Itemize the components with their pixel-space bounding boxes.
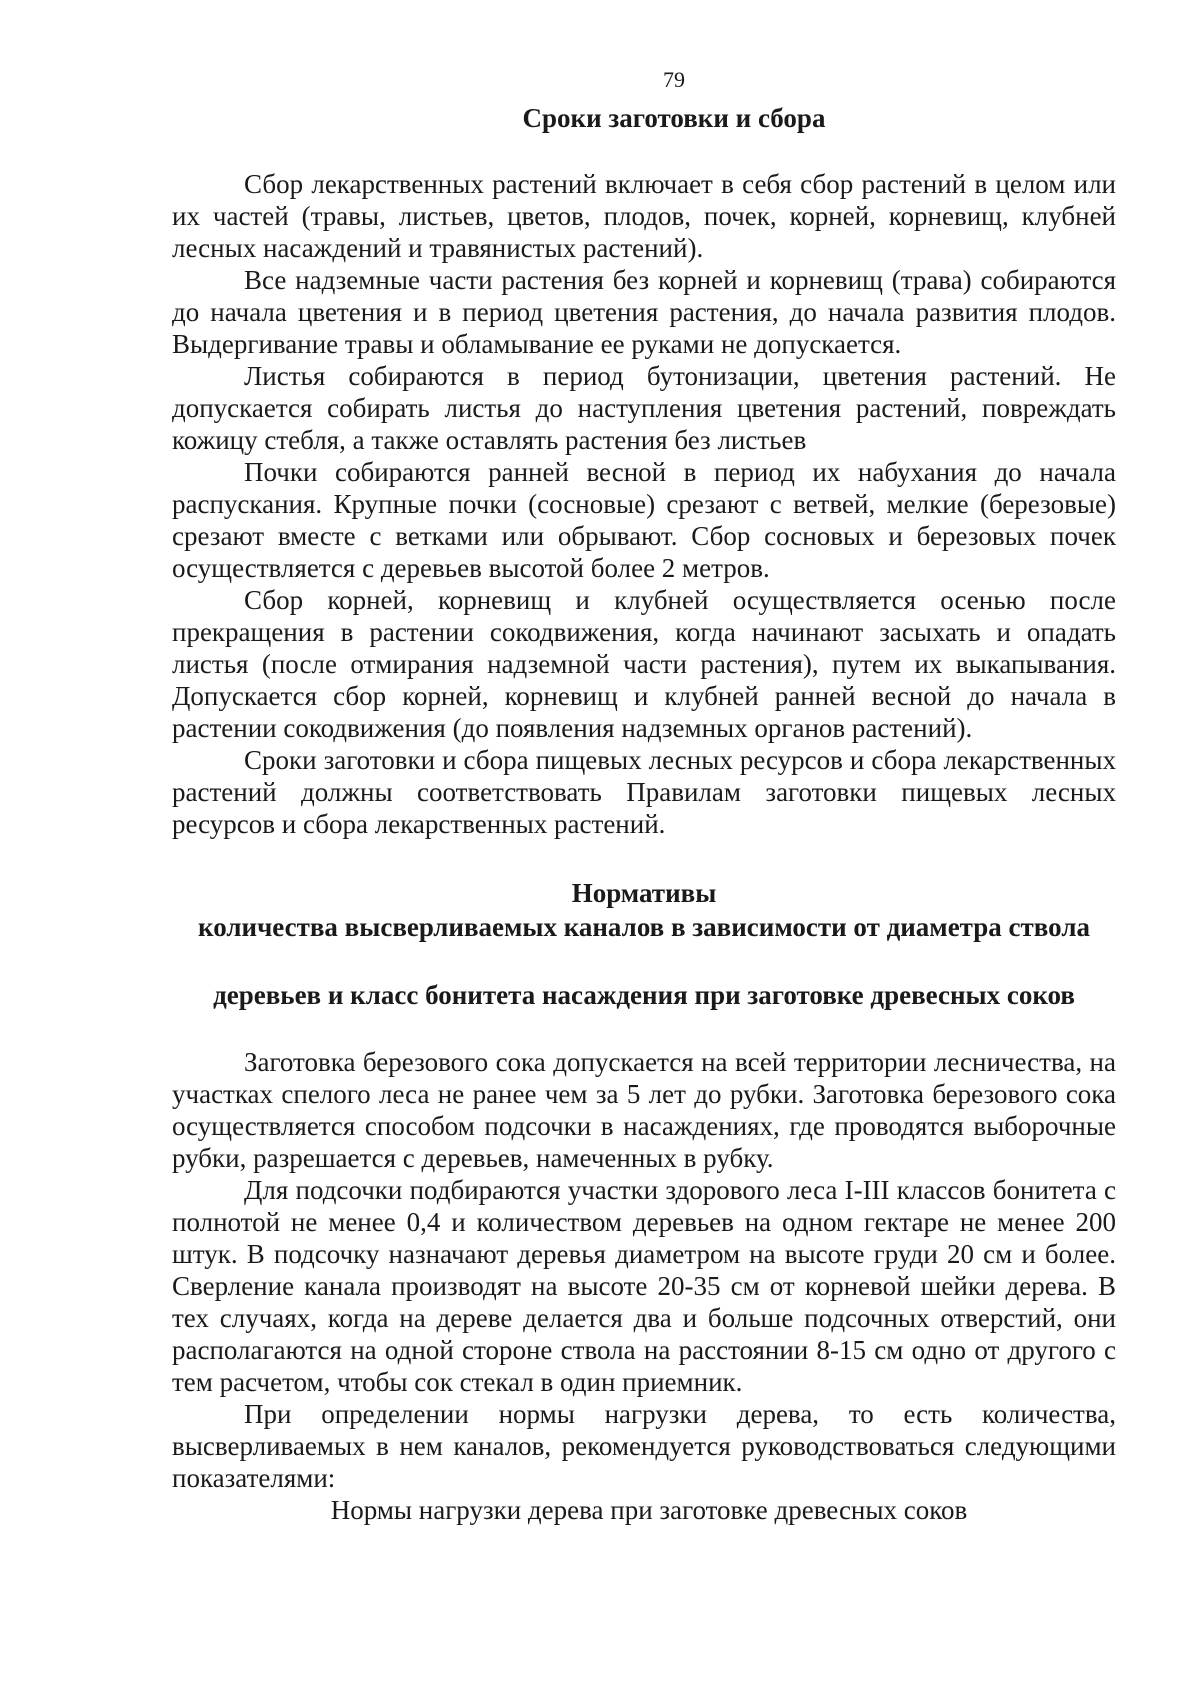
section-subtitle-line2: деревьев и класс бонитета насаждения при заготовке древесных соков — [213, 980, 1075, 1010]
paragraph: Сбор корней, корневищ и клубней осуществляется осенью после прекращения в растении сокодвижения, когда начинают засыхать и опадать листья (после отмирания надземной части растения), путем их выкапывания. Допускается сбор корней, корневищ и клубней ранней весной до начала в растении сокодвижения (до появления надземных органов растений). — [172, 585, 1116, 743]
paragraph: Заготовка березового сока допускается на всей территории лесничества, на участках спелого леса не ранее чем за 5 лет до рубки. Заготовка березового сока осуществляется способом подсочки в насаждениях, где проводятся выборочные рубки, разрешается с деревьев, намеченных в рубку. — [172, 1047, 1116, 1173]
paragraph: Сбор лекарственных растений включает в себя сбор растений в целом или их частей (травы, листьев, цветов, плодов, почек, корней, корневищ, клубней лесных насаждений и травянистых растений). — [172, 169, 1116, 263]
paragraph: Все надземные части растения без корней и корневищ (трава) собираются до начала цветения и в период цветения растения, до начала развития плодов. Выдергивание травы и обламывание ее руками не допускается. — [172, 265, 1116, 359]
paragraph: Для подсочки подбираются участки здорового леса I-III классов бонитета с полнотой не менее 0,4 и количеством деревьев на одном гектаре не менее 200 штук. В подсочку назначают деревья диаметром на высоте груди 20 см и более. Сверление канала производят на высоте 20-35 см от корневой шейки дерева. В тех случаях, когда на дереве делается два и больше подсочных отверстий, они располагаются на одной стороне ствола на расстоянии 8-15 см одно от другого с тем расчетом, чтобы сок стекал в один приемник. — [172, 1175, 1116, 1397]
section-title-norms: Нормативы — [571, 878, 717, 908]
section-title-harvest-terms: Сроки заготовки и сбора — [522, 103, 826, 133]
paragraph: Листья собираются в период бутонизации, цветения растений. Не допускается собирать листья до наступления цветения растений, повреждать кожицу стебля, а также оставлять растения без листьев — [172, 361, 1116, 455]
section-subtitle-line1: количества высверливаемых каналов в зависимости от диаметра ствола — [198, 912, 1090, 942]
page-number: 79 — [663, 67, 685, 92]
paragraph: Сроки заготовки и сбора пищевых лесных ресурсов и сбора лекарственных растений должны соответствовать Правилам заготовки пищевых лесных ресурсов и сбора лекарственных растений. — [172, 745, 1116, 839]
paragraph: Почки собираются ранней весной в период их набухания до начала распускания. Крупные почки (сосновые) срезают с ветвей, мелкие (березовые) срезают вместе с ветками или обрывают. Сбор сосновых и березовых почек осуществляется с деревьев высотой более 2 метров. — [172, 457, 1116, 583]
table-caption: Нормы нагрузки дерева при заготовке древесных соков — [330, 1495, 968, 1525]
paragraph: При определении нормы нагрузки дерева, то есть количества, высверливаемых в нем каналов, рекомендуется руководствоваться следующими показателями: — [172, 1399, 1116, 1493]
document-page — [172, 66, 1116, 1526]
